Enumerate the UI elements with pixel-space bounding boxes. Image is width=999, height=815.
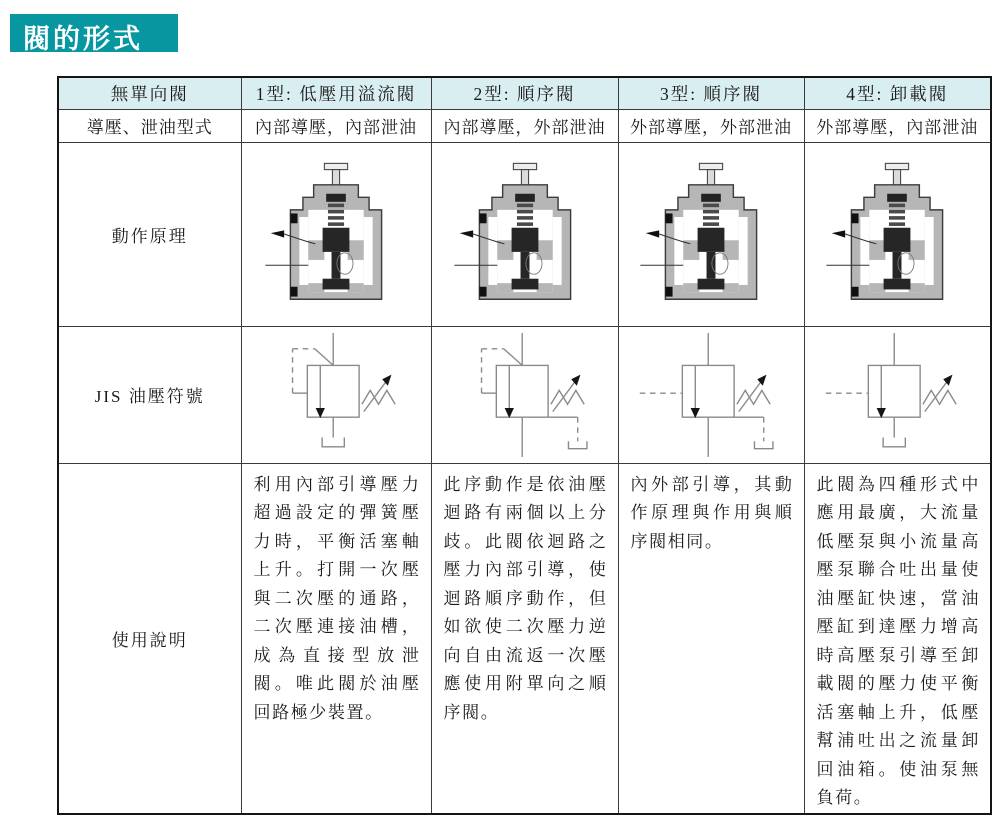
header-cell-type1: 1型: 低壓用溢流閥	[241, 77, 431, 109]
jis-symbol-type3-icon	[625, 330, 797, 460]
jis-symbol-type1-icon	[250, 330, 422, 460]
jis-symbol-type4-icon	[811, 330, 983, 460]
row-label-principle: 動作原理	[58, 142, 241, 326]
header-cell-type4: 4型: 卸載閥	[804, 77, 991, 109]
usage-text-type2: 此序動作是依油壓迴路有兩個以上分歧。此閥依迴路之壓力內部引導，使迴路順序動作，但如欲使二次壓力逆向自由流返一次壓應使用附單向之順序閥。	[431, 463, 618, 814]
usage-text-type4: 此閥為四種形式中應用最廣，大流量低壓泵與小流量高壓泵聯合吐出量使油壓缸快速，當油壓缸到達壓力增高時高壓泵引導至卸載閥的壓力使平衡活塞軸上升，低壓幫浦吐出之流量卸回油箱。使油泵無負荷。	[804, 463, 991, 814]
row-label-pilot-drain: 導壓、泄油型式	[58, 109, 241, 142]
jis-hydraulic-symbol-type1	[241, 326, 431, 463]
valve-cross-section-diagram-type4	[804, 142, 991, 326]
jis-symbol-type2-icon	[439, 330, 611, 460]
pilot-value-type2: 內部導壓，外部泄油	[431, 109, 618, 142]
header-cell-type3: 3型: 順序閥	[618, 77, 804, 109]
usage-description-row	[58, 463, 991, 814]
pilot-drain-type-row	[58, 109, 991, 142]
valve-cross-section-diagram-type1	[241, 142, 431, 326]
pilot-value-type3: 外部導壓，外部泄油	[618, 109, 804, 142]
header-cell-type2: 2型: 順序閥	[431, 77, 618, 109]
valve-cross-section-icon	[635, 150, 787, 318]
page-title: 閥的形式	[10, 14, 178, 52]
header-cell-no-check-valve: 無單向閥	[58, 77, 241, 109]
usage-text-type1: 利用內部引導壓力超過設定的彈簧壓力時，平衡活塞軸上升。打開一次壓與二次壓的通路，二次壓連接油槽，成為直接型放泄閥。唯此閥於油壓回路極少裝置。	[241, 463, 431, 814]
valve-types-table	[57, 76, 992, 815]
jis-hydraulic-symbol-type4	[804, 326, 991, 463]
jis-symbol-row	[58, 326, 991, 463]
valve-cross-section-icon	[821, 150, 973, 318]
valve-cross-section-icon	[449, 150, 601, 318]
valve-cross-section-diagram-type2	[431, 142, 618, 326]
pilot-value-type4: 外部導壓，內部泄油	[804, 109, 991, 142]
row-label-usage: 使用說明	[58, 463, 241, 814]
valve-cross-section-icon	[260, 150, 412, 318]
row-label-jis-symbol: JIS 油壓符號	[58, 326, 241, 463]
jis-hydraulic-symbol-type2	[431, 326, 618, 463]
pilot-value-type1: 內部導壓，內部泄油	[241, 109, 431, 142]
usage-text-type3: 內外部引導，其動作原理與作用與順序閥相同。	[618, 463, 804, 814]
operating-principle-row	[58, 142, 991, 326]
jis-hydraulic-symbol-type3	[618, 326, 804, 463]
valve-cross-section-diagram-type3	[618, 142, 804, 326]
table-header-row	[58, 77, 991, 109]
